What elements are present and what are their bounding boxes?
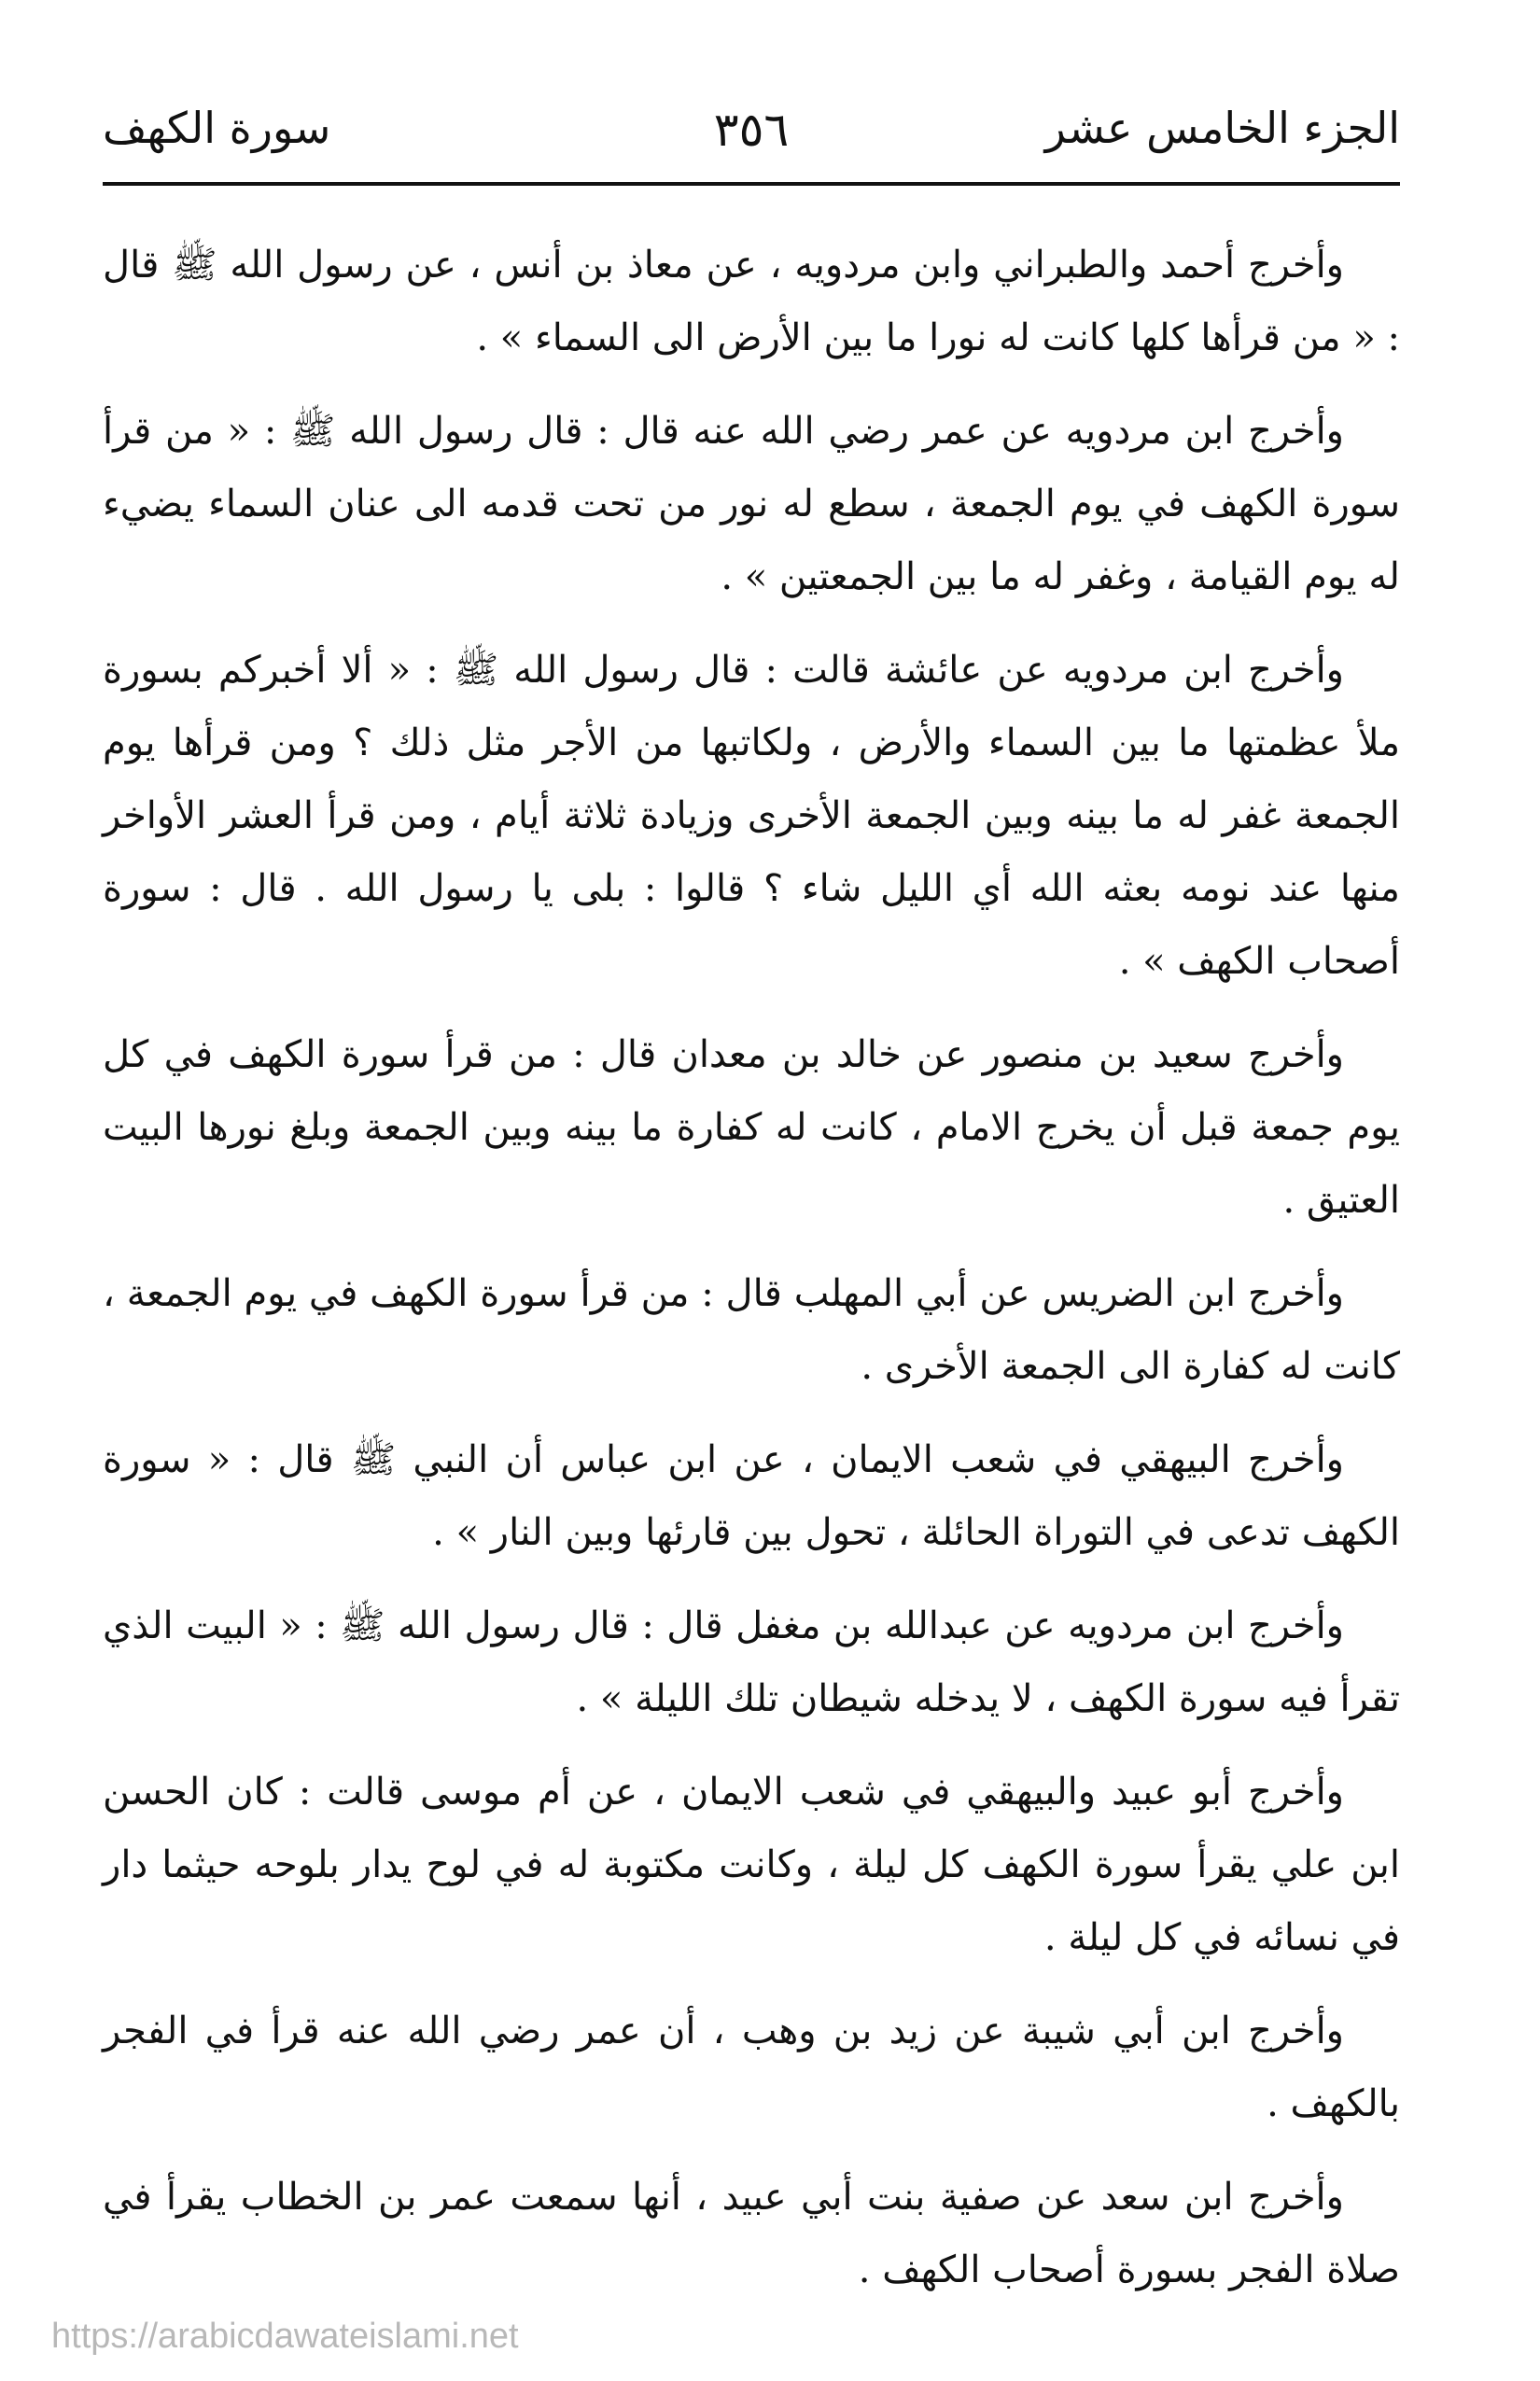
page-body [103,229,1400,2327]
part-title: الجزء الخامس عشر [1044,103,1400,153]
paragraph: وأخرج ابن مردويه عن عبدالله بن مغفل قال : قال رسول الله ﷺ : « البيت الذي تقرأ فيه سورة الكهف ، لا يدخله شيطان تلك الليلة » . [103,1604,1400,1720]
paragraph: وأخرج سعيد بن منصور عن خالد بن معدان قال : من قرأ سورة الكهف في كل يوم جمعة قبل أن يخرج الامام ، كانت له كفارة ما بينه وبين الجمعة وبلغ نورها البيت العتيق . [103,1033,1400,1222]
paragraph: وأخرج ابن الضريس عن أبي المهلب قال : من قرأ سورة الكهف في يوم الجمعة ، كانت له كفارة الى الجمعة الأخرى . [103,1272,1400,1388]
paragraph: وأخرج البيهقي في شعب الايمان ، عن ابن عباس أن النبي ﷺ قال : « سورة الكهف تدعى في التوراة الحائلة ، تحول بين قارئها وبين النار » . [103,1438,1400,1554]
surah-title: سورة الكهف [103,103,331,153]
paragraph: وأخرج ابن مردويه عن عمر رضي الله عنه قال : قال رسول الله ﷺ : « من قرأ سورة الكهف في يوم الجمعة ، سطع له نور من تحت قدمه الى عنان السماء يضيء له يوم القيامة ، وغفر له ما بين الجمعتين » . [103,410,1400,598]
paragraph: وأخرج ابن أبي شيبة عن زيد بن وهب ، أن عمر رضي الله عنه قرأ في الفجر بالكهف . [103,2010,1400,2125]
paragraph: وأخرج ابن سعد عن صفية بنت أبي عبيد ، أنها سمعت عمر بن الخطاب يقرأ في صلاة الفجر بسورة أصحاب الكهف . [103,2176,1400,2291]
paragraph: وأخرج أبو عبيد والبيهقي في شعب الايمان ، عن أم موسى قالت : كان الحسن ابن علي يقرأ سورة الكهف كل ليلة ، وكانت مكتوبة له في لوح يدار بلوحه حيثما دار في نسائه في كل ليلة . [103,1771,1400,1959]
page-number: ٣٥٦ [713,103,790,157]
header-divider [103,182,1400,186]
paragraph: وأخرج ابن مردويه عن عائشة قالت : قال رسول الله ﷺ : « ألا أخبركم بسورة ملأ عظمتها ما بين السماء والأرض ، ولكاتبها من الأجر مثل ذلك ؟ ومن قرأها يوم الجمعة غفر له ما بينه وبين الجمعة الأخرى وزيادة ثلاثة أيام ، ومن قرأ العشر الأواخر منها عند نومه بعثه الله أي الليل شاء ؟ قالوا : بلى يا رسول الله . قال : سورة أصحاب الكهف » . [103,649,1400,983]
paragraph: وأخرج أحمد والطبراني وابن مردويه ، عن معاذ بن أنس ، عن رسول الله ﷺ قال : « من قرأها كلها كانت له نورا ما بين الأرض الى السماء » . [103,244,1400,359]
page-header [103,103,1400,177]
watermark-url: https://arabicdawateislami.net [51,2317,519,2356]
